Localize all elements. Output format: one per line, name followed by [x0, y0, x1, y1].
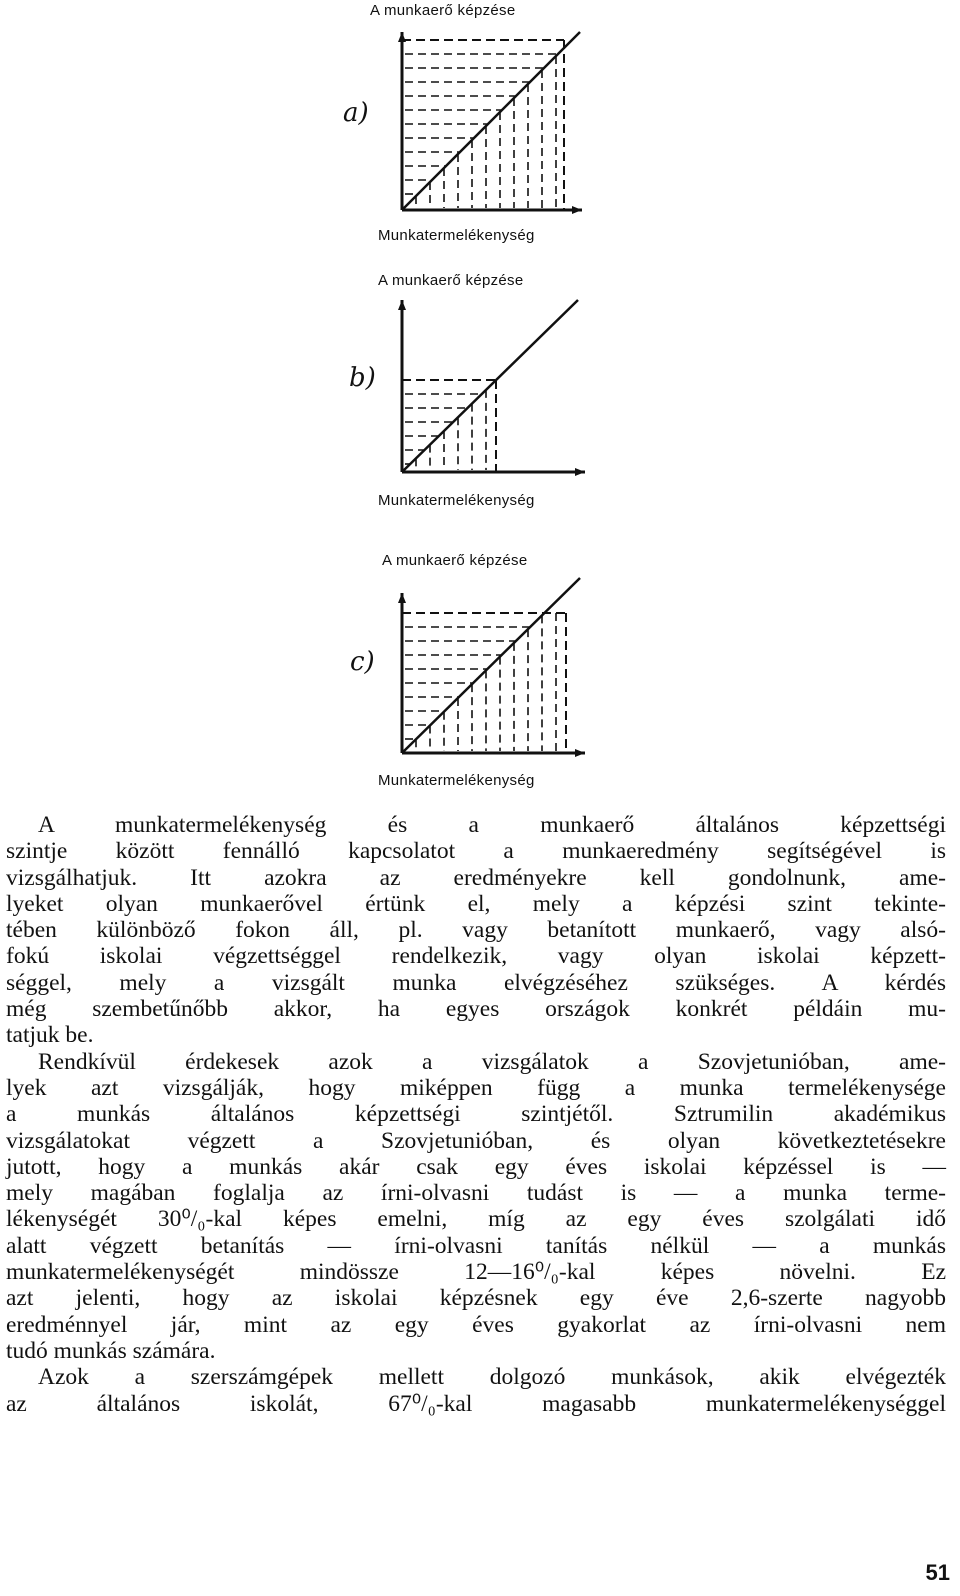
text-line: tében különböző fokon áll, pl. vagy betanított munkaerő, vagy alsó-: [6, 917, 946, 944]
text-line: eredménnyel jár, mint az egy éves gyakorlat az írni-olvasni nem: [6, 1311, 946, 1338]
diagonal-line: [402, 300, 578, 472]
panel-c-y-label: A munkaerő képzése: [382, 552, 528, 569]
text-line: Rendkívül érdekesek azok a vizsgálatok a Szovjetunióban, ame-: [38, 1048, 946, 1075]
text-line: lyek azt vizsgálják, hogy miképpen függ a munka termelékenysége: [6, 1074, 946, 1101]
panel-a-y-label: A munkaerő képzése: [370, 2, 516, 19]
panel-c-letter: c): [350, 647, 375, 677]
panel-c-diagram: [380, 568, 600, 763]
paragraph: [6, 1364, 946, 1417]
text-line: az általános iskolát, 67⁰/₀-kal magasabb munkatermelékenységgel: [6, 1390, 946, 1417]
text-line: lyeket olyan munkaerővel értünk el, mely a képzési szint tekinte-: [6, 890, 946, 917]
text-line: fokú iskolai végzettséggel rendelkezik, vagy olyan iskolai képzett-: [6, 943, 946, 970]
text-line: azt jelenti, hogy az iskolai képzésnek egy éve 2,6-szerte nagyobb: [6, 1285, 946, 1312]
text-line: A munkatermelékenység és a munkaerő általános képzettségi: [38, 812, 946, 838]
text-line: mely magában foglalja az írni-olvasni tudást is — a munka terme-: [6, 1180, 946, 1207]
x-axis-arrow: [575, 749, 585, 757]
panel-b-letter: b): [349, 363, 376, 393]
diagonal-line: [402, 32, 580, 210]
text-line: munkatermelékenységét mindössze 12—16⁰/₀-kal képes növelni. Ez: [6, 1259, 946, 1286]
body-text: [6, 812, 946, 1417]
panel-a-diagram: [380, 20, 600, 220]
x-axis-arrow: [575, 468, 585, 476]
panel-b-diagram: [380, 290, 600, 480]
panel-b-x-label: Munkatermelékenység: [378, 492, 535, 509]
y-axis-arrow: [398, 300, 406, 310]
text-line: jutott, hogy a munkás akár csak egy éves iskolai képzéssel is —: [6, 1153, 946, 1180]
page-number: 51: [925, 1560, 950, 1585]
text-line: a munkás általános képzettségi szintjétől. Sztrumilin akadémikus: [6, 1101, 946, 1128]
panel-a-x-label: Munkatermelékenység: [378, 227, 535, 244]
text-line: vizsgálhatjuk. Itt azokra az eredményekre kell gondolnunk, ame-: [6, 864, 946, 891]
paragraph: [6, 1049, 946, 1365]
y-axis-arrow: [398, 593, 406, 603]
panel-c-x-label: Munkatermelékenység: [378, 772, 535, 789]
text-line: séggel, mely a vizsgált munka elvégzéséhez szükséges. A kérdés: [6, 969, 946, 996]
text-line: tudó munkás számára.: [6, 1337, 216, 1364]
panel-a-letter: a): [343, 98, 369, 128]
text-line: még szembetűnőbb akkor, ha egyes országok konkrét példáin mu-: [6, 996, 946, 1023]
panel-b-y-label: A munkaerő képzése: [378, 272, 524, 289]
text-line: vizsgálatokat végzett a Szovjetunióban, és olyan következtetésekre: [6, 1127, 946, 1154]
paragraph: [6, 812, 946, 1049]
text-line: Azok a szerszámgépek mellett dolgozó munkások, akik elvégezték: [38, 1364, 946, 1391]
text-line: lékenységét 30⁰/₀-kal képes emelni, míg az egy éves szolgálati idő: [6, 1206, 946, 1233]
text-line: alatt végzett betanítás — írni-olvasni tanítás nélkül — a munkás: [6, 1232, 946, 1259]
text-line: szintje között fennálló kapcsolatot a munkaeredmény segítségével is: [6, 838, 946, 865]
diagonal-line: [402, 578, 580, 753]
x-axis-arrow: [572, 206, 582, 214]
text-line: tatjuk be.: [6, 1022, 94, 1049]
